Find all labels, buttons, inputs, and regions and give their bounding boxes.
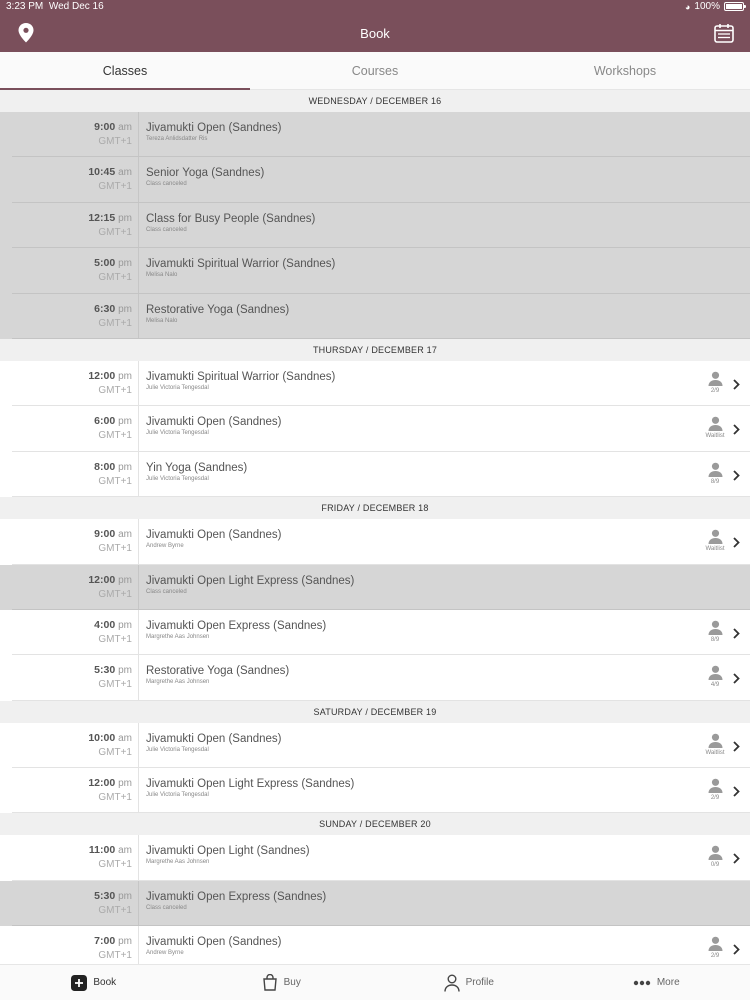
day-header: SUNDAY / DECEMBER 20 bbox=[0, 813, 750, 835]
am-pm: am bbox=[118, 167, 132, 179]
timezone: GMT+1 bbox=[98, 633, 132, 645]
start-time: 6:30 bbox=[94, 302, 116, 315]
am-pm: pm bbox=[118, 619, 132, 631]
start-time: 5:00 bbox=[94, 257, 116, 270]
am-pm: pm bbox=[118, 936, 132, 948]
class-time bbox=[0, 361, 139, 406]
class-name: Jivamukti Open (Sandnes) bbox=[146, 529, 282, 542]
class-row[interactable] bbox=[0, 723, 750, 768]
start-time: 12:00 bbox=[88, 573, 116, 586]
class-teacher: Andrew Byrne bbox=[146, 543, 184, 550]
timezone: GMT+1 bbox=[98, 272, 132, 284]
class-time bbox=[0, 768, 139, 813]
class-name: Jivamukti Open (Sandnes) bbox=[146, 936, 282, 949]
start-time: 12:00 bbox=[88, 369, 116, 382]
start-time: 7:00 bbox=[94, 935, 116, 948]
class-teacher: Andrew Byrne bbox=[146, 950, 184, 957]
class-name: Jivamukti Open (Sandnes) bbox=[146, 122, 282, 134]
booking-status[interactable] bbox=[702, 462, 728, 485]
status-battery bbox=[685, 1, 744, 12]
am-pm: pm bbox=[118, 416, 132, 428]
class-name: Jivamukti Open Light Express (Sandnes) bbox=[146, 574, 355, 587]
person-icon bbox=[702, 371, 728, 386]
class-name: Jivamukti Open Express (Sandnes) bbox=[146, 619, 327, 632]
class-name: Senior Yoga (Sandnes) bbox=[146, 167, 265, 180]
day-header: FRIDAY / DECEMBER 18 bbox=[0, 497, 750, 519]
class-teacher: Julie Victoria Tengesdal bbox=[146, 430, 209, 437]
timezone: GMT+1 bbox=[98, 181, 132, 193]
class-row bbox=[0, 294, 750, 339]
start-time: 6:00 bbox=[94, 415, 116, 428]
class-row bbox=[0, 881, 750, 926]
class-teacher: Margrethe Aas Johnsen bbox=[146, 633, 210, 640]
day-header: WEDNESDAY / DECEMBER 16 bbox=[0, 90, 750, 112]
person-icon bbox=[702, 665, 728, 680]
battery-icon bbox=[724, 2, 744, 11]
class-time bbox=[0, 203, 139, 248]
class-name: Jivamukti Open (Sandnes) bbox=[146, 416, 282, 429]
class-time bbox=[0, 926, 139, 964]
timezone: GMT+1 bbox=[98, 543, 132, 555]
class-teacher: Julie Victoria Tengesdal bbox=[146, 792, 209, 799]
timezone: GMT+1 bbox=[98, 859, 132, 871]
class-teacher: Class canceled bbox=[146, 904, 187, 911]
timezone: GMT+1 bbox=[98, 430, 132, 442]
class-teacher: Margrethe Aas Johnsen bbox=[146, 679, 210, 686]
class-time bbox=[0, 610, 139, 655]
plus-square-icon bbox=[71, 975, 87, 991]
class-name: Restorative Yoga (Sandnes) bbox=[146, 303, 290, 316]
class-time bbox=[0, 835, 139, 880]
bottom-tab-bar bbox=[0, 964, 750, 1000]
booking-status[interactable] bbox=[702, 416, 728, 439]
timezone: GMT+1 bbox=[98, 904, 132, 916]
class-row bbox=[0, 157, 750, 202]
class-time bbox=[0, 452, 139, 497]
class-name: Jivamukti Open Light Express (Sandnes) bbox=[146, 778, 355, 791]
am-pm: pm bbox=[118, 665, 132, 677]
spots-text: Waitlist bbox=[705, 546, 725, 553]
status-bar bbox=[0, 0, 750, 14]
class-teacher: Melisa Nalo bbox=[146, 272, 178, 279]
spots-text: 2/9 bbox=[710, 795, 720, 802]
tab-classes[interactable]: Classes bbox=[0, 52, 250, 89]
chevron-right-icon[interactable] bbox=[733, 942, 740, 960]
class-row bbox=[0, 112, 750, 157]
am-pm: pm bbox=[118, 258, 132, 270]
class-time bbox=[0, 112, 139, 157]
person-icon bbox=[702, 462, 728, 477]
class-time bbox=[0, 655, 139, 700]
class-time bbox=[0, 881, 139, 926]
shopping-bag-icon bbox=[262, 974, 278, 991]
class-teacher: Class canceled bbox=[146, 226, 187, 233]
am-pm: pm bbox=[118, 461, 132, 473]
start-time: 8:00 bbox=[94, 460, 116, 473]
am-pm: am bbox=[118, 529, 132, 541]
class-time bbox=[0, 294, 139, 339]
chevron-right-icon[interactable] bbox=[733, 377, 740, 395]
class-name: Yin Yoga (Sandnes) bbox=[146, 461, 248, 474]
chevron-right-icon[interactable] bbox=[733, 468, 740, 486]
class-row[interactable] bbox=[0, 768, 750, 813]
am-pm: pm bbox=[118, 778, 132, 790]
spots-text: 4/9 bbox=[710, 682, 720, 689]
spots-text: 2/9 bbox=[710, 387, 720, 394]
booking-status[interactable] bbox=[702, 778, 728, 801]
timezone: GMT+1 bbox=[98, 950, 132, 962]
start-time: 10:00 bbox=[88, 731, 116, 744]
class-time bbox=[0, 157, 139, 202]
class-row bbox=[0, 565, 750, 610]
spots-text: 8/9 bbox=[710, 636, 720, 643]
start-time: 5:30 bbox=[94, 664, 116, 677]
class-time bbox=[0, 248, 139, 293]
start-time: 12:00 bbox=[88, 777, 116, 790]
spots-text: 0/9 bbox=[710, 862, 720, 869]
class-teacher: Tereza Anlidsdatter Ris bbox=[146, 136, 208, 142]
start-time: 4:00 bbox=[94, 618, 116, 631]
segment-tabs bbox=[0, 52, 750, 90]
class-teacher: Margrethe Aas Johnsen bbox=[146, 859, 210, 866]
class-row[interactable] bbox=[0, 519, 750, 564]
bottom-tab-more[interactable] bbox=[563, 965, 750, 1000]
bottom-tab-label: Profile bbox=[465, 977, 494, 988]
chevron-right-icon[interactable] bbox=[733, 784, 740, 802]
person-icon bbox=[702, 620, 728, 635]
spots-text: Waitlist bbox=[705, 433, 725, 440]
booking-status[interactable] bbox=[702, 733, 728, 756]
start-time: 11:00 bbox=[88, 844, 116, 857]
spots-text: 2/9 bbox=[710, 953, 720, 960]
start-time: 5:30 bbox=[94, 889, 116, 902]
start-time: 12:15 bbox=[88, 211, 116, 224]
chevron-right-icon[interactable] bbox=[733, 671, 740, 689]
chevron-right-icon[interactable] bbox=[733, 626, 740, 644]
class-name: Jivamukti Open (Sandnes) bbox=[146, 732, 282, 745]
bottom-tab-book[interactable] bbox=[0, 965, 188, 1000]
class-row bbox=[0, 203, 750, 248]
start-time: 9:00 bbox=[94, 121, 116, 133]
day-header: THURSDAY / DECEMBER 17 bbox=[0, 339, 750, 361]
class-row[interactable] bbox=[0, 655, 750, 700]
class-teacher: Class canceled bbox=[146, 181, 187, 188]
calendar-icon[interactable] bbox=[714, 23, 734, 48]
booking-status[interactable] bbox=[702, 620, 728, 643]
am-pm: pm bbox=[118, 303, 132, 315]
wifi-icon: ◕ bbox=[684, 1, 691, 12]
class-row[interactable] bbox=[0, 452, 750, 497]
am-pm: pm bbox=[118, 574, 132, 586]
class-row[interactable] bbox=[0, 610, 750, 655]
am-pm: am bbox=[118, 122, 132, 133]
class-list[interactable] bbox=[0, 90, 750, 964]
start-time: 10:45 bbox=[88, 166, 116, 179]
bottom-tab-label: More bbox=[656, 977, 680, 988]
person-icon bbox=[702, 778, 728, 793]
person-icon bbox=[702, 845, 728, 860]
chevron-right-icon[interactable] bbox=[733, 535, 740, 553]
booking-status[interactable] bbox=[702, 845, 728, 868]
chevron-right-icon[interactable] bbox=[733, 851, 740, 869]
class-row[interactable] bbox=[0, 835, 750, 880]
spots-text: Waitlist bbox=[705, 749, 725, 756]
bottom-tab-buy[interactable] bbox=[188, 965, 376, 1000]
class-name: Jivamukti Spiritual Warrior (Sandnes) bbox=[146, 370, 336, 383]
timezone: GMT+1 bbox=[98, 746, 132, 758]
booking-status[interactable] bbox=[702, 665, 728, 688]
timezone: GMT+1 bbox=[98, 792, 132, 804]
class-row bbox=[0, 248, 750, 293]
page-title: Book bbox=[360, 26, 390, 41]
day-header: SATURDAY / DECEMBER 19 bbox=[0, 701, 750, 723]
person-icon bbox=[702, 529, 728, 544]
timezone: GMT+1 bbox=[98, 475, 132, 487]
class-time bbox=[0, 519, 139, 564]
timezone: GMT+1 bbox=[98, 384, 132, 396]
person-icon bbox=[702, 936, 728, 951]
class-name: Jivamukti Spiritual Warrior (Sandnes) bbox=[146, 258, 336, 271]
start-time: 9:00 bbox=[94, 528, 116, 541]
more-dots-icon bbox=[633, 980, 651, 986]
class-name: Jivamukti Open Express (Sandnes) bbox=[146, 890, 327, 903]
chevron-right-icon[interactable] bbox=[733, 422, 740, 440]
am-pm: am bbox=[118, 732, 132, 744]
spots-text: 8/9 bbox=[710, 478, 720, 485]
class-teacher: Julie Victoria Tengesdal bbox=[146, 384, 209, 391]
tab-courses[interactable]: Courses bbox=[351, 64, 399, 78]
class-row[interactable] bbox=[0, 926, 750, 964]
am-pm: pm bbox=[118, 890, 132, 902]
am-pm: pm bbox=[118, 370, 132, 382]
bottom-tab-label: Buy bbox=[283, 977, 301, 988]
bottom-tab-profile[interactable] bbox=[375, 965, 563, 1000]
chevron-right-icon[interactable] bbox=[733, 739, 740, 757]
class-teacher: Julie Victoria Tengesdal bbox=[146, 746, 209, 753]
booking-status[interactable] bbox=[702, 371, 728, 394]
class-name: Jivamukti Open Light (Sandnes) bbox=[146, 845, 310, 858]
class-teacher: Julie Victoria Tengesdal bbox=[146, 475, 209, 482]
class-time bbox=[0, 565, 139, 610]
class-time bbox=[0, 723, 139, 768]
class-teacher: Melisa Nalo bbox=[146, 317, 178, 324]
timezone: GMT+1 bbox=[98, 679, 132, 691]
person-icon bbox=[444, 974, 460, 992]
class-row[interactable] bbox=[0, 406, 750, 451]
timezone: GMT+1 bbox=[98, 317, 132, 329]
am-pm: am bbox=[118, 845, 132, 857]
booking-status[interactable] bbox=[702, 936, 728, 959]
class-row[interactable] bbox=[0, 361, 750, 406]
class-teacher: Class canceled bbox=[146, 588, 187, 595]
person-icon bbox=[702, 416, 728, 431]
timezone: GMT+1 bbox=[98, 226, 132, 238]
bottom-tab-label: Book bbox=[93, 977, 117, 988]
tab-workshops[interactable]: Workshops bbox=[593, 64, 657, 78]
am-pm: pm bbox=[118, 212, 132, 224]
timezone: GMT+1 bbox=[98, 588, 132, 600]
battery-percent: 100% bbox=[694, 1, 720, 12]
timezone: GMT+1 bbox=[98, 136, 132, 147]
class-name: Class for Busy People (Sandnes) bbox=[146, 212, 316, 225]
person-icon bbox=[702, 733, 728, 748]
class-name: Restorative Yoga (Sandnes) bbox=[146, 665, 290, 678]
booking-status[interactable] bbox=[702, 529, 728, 552]
status-time: 3:23 PM Wed Dec 16 bbox=[6, 1, 104, 12]
nav-bar bbox=[0, 14, 750, 52]
class-time bbox=[0, 406, 139, 451]
